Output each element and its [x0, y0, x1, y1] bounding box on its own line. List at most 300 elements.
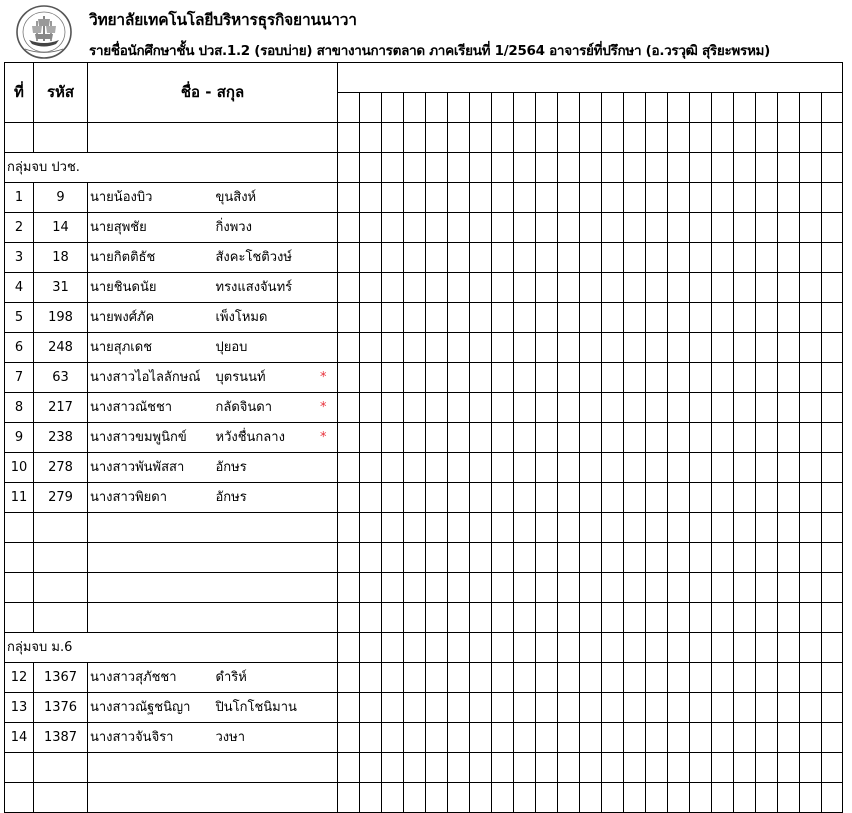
attendance-cell: [712, 693, 734, 723]
attendance-cell: [646, 183, 668, 213]
student-first-name: นางสาวณัชชา: [88, 393, 215, 423]
attendance-cell: [690, 783, 712, 813]
attendance-cell: [756, 423, 778, 453]
attendance-cell: [514, 303, 536, 333]
attendance-cell: [338, 153, 360, 183]
empty-cell: [5, 123, 34, 153]
attendance-cell: [668, 243, 690, 273]
attendance-cell: [624, 663, 646, 693]
student-last-name: วงษา: [215, 723, 310, 753]
attendance-cell: [690, 543, 712, 573]
student-mark: [310, 333, 338, 363]
student-last-name: บุตรนนท์: [215, 363, 310, 393]
attendance-cell: [558, 573, 580, 603]
attendance-cell: [602, 213, 624, 243]
attendance-cell: [712, 333, 734, 363]
attendance-cell: [602, 573, 624, 603]
attendance-cell: [382, 243, 404, 273]
attendance-cell: [800, 483, 822, 513]
attendance-cell: [602, 663, 624, 693]
attendance-cell: [382, 723, 404, 753]
attendance-cell: [712, 363, 734, 393]
attendance-cell: [558, 273, 580, 303]
attendance-cell: [470, 603, 492, 633]
attendance-cell: [822, 213, 843, 243]
student-number: 5: [5, 303, 34, 333]
attendance-cell: [514, 423, 536, 453]
attendance-cell: [580, 633, 602, 663]
attendance-cell: [646, 393, 668, 423]
attendance-cell: [492, 243, 514, 273]
attendance-cell: [646, 573, 668, 603]
empty-row: [5, 573, 843, 603]
attendance-cell: [646, 603, 668, 633]
attendance-cell: [492, 543, 514, 573]
attendance-cell: [712, 93, 734, 123]
attendance-cell: [668, 453, 690, 483]
attendance-cell: [338, 183, 360, 213]
attendance-cell: [646, 483, 668, 513]
attendance-cell: [800, 723, 822, 753]
attendance-cell: [756, 393, 778, 423]
student-last-name: ปินโกโชนิมาน: [215, 693, 310, 723]
attendance-cell: [602, 513, 624, 543]
attendance-cell: [426, 783, 448, 813]
attendance-cell: [602, 543, 624, 573]
student-number: 13: [5, 693, 34, 723]
attendance-cell: [734, 123, 756, 153]
student-row: [5, 663, 843, 693]
attendance-cell: [734, 153, 756, 183]
attendance-cell: [382, 303, 404, 333]
attendance-cell: [756, 453, 778, 483]
attendance-cell: [360, 453, 382, 483]
attendance-cell: [558, 363, 580, 393]
attendance-cell: [536, 273, 558, 303]
attendance-cell: [448, 453, 470, 483]
attendance-cell: [382, 213, 404, 243]
attendance-cell: [756, 483, 778, 513]
attendance-cell: [338, 423, 360, 453]
attendance-cell: [800, 753, 822, 783]
attendance-cell: [404, 393, 426, 423]
attendance-cell: [602, 483, 624, 513]
attendance-cell: [514, 393, 536, 423]
attendance-cell: [382, 423, 404, 453]
student-number: 9: [5, 423, 34, 453]
attendance-cell: [404, 273, 426, 303]
attendance-cell: [536, 483, 558, 513]
attendance-cell: [734, 333, 756, 363]
attendance-cell: [580, 123, 602, 153]
attendance-cell: [668, 303, 690, 333]
attendance-cell: [382, 543, 404, 573]
attendance-cell: [426, 663, 448, 693]
attendance-cell: [492, 333, 514, 363]
attendance-cell: [624, 153, 646, 183]
attendance-cell: [624, 93, 646, 123]
attendance-cell: [514, 633, 536, 663]
attendance-cell: [448, 363, 470, 393]
attendance-cell: [536, 423, 558, 453]
attendance-cell: [690, 393, 712, 423]
attendance-cell: [338, 123, 360, 153]
attendance-cell: [448, 543, 470, 573]
attendance-cell: [492, 573, 514, 603]
student-roster-table: [4, 62, 843, 813]
attendance-cell: [668, 723, 690, 753]
attendance-cell: [602, 153, 624, 183]
student-row: [5, 423, 843, 453]
attendance-cell: [778, 573, 800, 603]
attendance-cell: [360, 483, 382, 513]
attendance-cell: [800, 183, 822, 213]
attendance-cell: [558, 723, 580, 753]
attendance-cell: [712, 543, 734, 573]
student-mark: [310, 663, 338, 693]
attendance-cell: [822, 783, 843, 813]
attendance-cell: [382, 783, 404, 813]
attendance-cell: [558, 333, 580, 363]
student-mark: [310, 723, 338, 753]
attendance-cell: [536, 363, 558, 393]
attendance-cell: [448, 633, 470, 663]
attendance-cell: [404, 453, 426, 483]
attendance-cell: [382, 123, 404, 153]
student-id: 63: [34, 363, 88, 393]
attendance-cell: [470, 423, 492, 453]
attendance-cell: [800, 93, 822, 123]
attendance-cell: [602, 363, 624, 393]
student-mark: *: [310, 423, 338, 453]
attendance-cell: [382, 663, 404, 693]
attendance-cell: [338, 483, 360, 513]
attendance-cell: [822, 543, 843, 573]
student-first-name: นางสาวไอไลลักษณ์: [88, 363, 215, 393]
attendance-cell: [360, 213, 382, 243]
attendance-cell: [360, 723, 382, 753]
attendance-cell: [712, 153, 734, 183]
attendance-cell: [404, 303, 426, 333]
attendance-cell: [382, 93, 404, 123]
attendance-cell: [558, 633, 580, 663]
attendance-cell: [712, 513, 734, 543]
attendance-cell: [492, 393, 514, 423]
student-last-name: เพ็งโหมด: [215, 303, 310, 333]
attendance-cell: [492, 663, 514, 693]
attendance-cell: [800, 633, 822, 663]
attendance-cell: [558, 213, 580, 243]
student-mark: [310, 483, 338, 513]
attendance-cell: [668, 543, 690, 573]
attendance-cell: [668, 93, 690, 123]
attendance-cell: [712, 483, 734, 513]
attendance-cell: [470, 513, 492, 543]
attendance-cell: [448, 663, 470, 693]
attendance-cell: [734, 363, 756, 393]
attendance-cell: [426, 303, 448, 333]
attendance-cell: [514, 603, 536, 633]
student-last-name: ดำริห์: [215, 663, 310, 693]
attendance-cell: [778, 183, 800, 213]
attendance-cell: [690, 333, 712, 363]
attendance-cell: [734, 573, 756, 603]
attendance-cell: [558, 693, 580, 723]
column-header-full-name: ชื่อ - สกุล: [88, 63, 338, 123]
attendance-cell: [360, 93, 382, 123]
attendance-cell: [624, 273, 646, 303]
attendance-cell: [514, 543, 536, 573]
attendance-cell: [492, 93, 514, 123]
attendance-cell: [712, 663, 734, 693]
attendance-cell: [668, 333, 690, 363]
attendance-cell: [734, 273, 756, 303]
empty-cell: [34, 123, 88, 153]
attendance-cell: [404, 333, 426, 363]
attendance-cell: [426, 633, 448, 663]
attendance-cell: [426, 453, 448, 483]
attendance-cell: [800, 153, 822, 183]
attendance-cell: [734, 543, 756, 573]
attendance-cell: [426, 513, 448, 543]
attendance-cell: [338, 603, 360, 633]
attendance-cell: [404, 213, 426, 243]
attendance-cell: [624, 183, 646, 213]
attendance-cell: [646, 273, 668, 303]
attendance-cell: [756, 243, 778, 273]
attendance-cell: [712, 453, 734, 483]
attendance-cell: [448, 603, 470, 633]
attendance-cell: [404, 93, 426, 123]
student-number: 3: [5, 243, 34, 273]
student-id: 9: [34, 183, 88, 213]
empty-cell: [5, 543, 34, 573]
student-row: [5, 363, 843, 393]
attendance-cell: [536, 93, 558, 123]
attendance-cell: [448, 753, 470, 783]
attendance-cell: [668, 603, 690, 633]
attendance-cell: [426, 333, 448, 363]
attendance-cell: [690, 663, 712, 693]
attendance-cell: [822, 93, 843, 123]
attendance-cell: [734, 93, 756, 123]
attendance-cell: [646, 363, 668, 393]
attendance-cell: [800, 333, 822, 363]
attendance-cell: [382, 153, 404, 183]
student-row: [5, 453, 843, 483]
attendance-cell: [580, 243, 602, 273]
student-number: 11: [5, 483, 34, 513]
attendance-cell: [800, 783, 822, 813]
attendance-cell: [360, 603, 382, 633]
attendance-cell: [646, 93, 668, 123]
student-first-name: นายสุพชัย: [88, 213, 215, 243]
attendance-cell: [360, 393, 382, 423]
attendance-cell: [360, 783, 382, 813]
attendance-cell: [646, 153, 668, 183]
attendance-cell: [360, 303, 382, 333]
attendance-cell: [646, 783, 668, 813]
attendance-cell: [778, 363, 800, 393]
attendance-cell: [822, 603, 843, 633]
student-mark: [310, 303, 338, 333]
attendance-cell: [712, 633, 734, 663]
empty-cell: [88, 123, 338, 153]
attendance-cell: [492, 783, 514, 813]
attendance-cell: [448, 573, 470, 603]
attendance-cell: [712, 573, 734, 603]
attendance-cell: [624, 393, 646, 423]
attendance-cell: [514, 453, 536, 483]
student-last-name: อักษร: [215, 453, 310, 483]
attendance-cell: [382, 183, 404, 213]
attendance-cell: [536, 693, 558, 723]
attendance-cell: [822, 723, 843, 753]
attendance-cell: [822, 453, 843, 483]
group-heading: กลุ่มจบ ม.6: [5, 633, 338, 663]
attendance-cell: [778, 633, 800, 663]
attendance-cell: [580, 93, 602, 123]
empty-cell: [5, 783, 34, 813]
attendance-cell: [470, 153, 492, 183]
attendance-cell: [756, 543, 778, 573]
empty-cell: [88, 513, 338, 543]
empty-cell: [88, 603, 338, 633]
attendance-cell: [756, 693, 778, 723]
attendance-cell: [646, 723, 668, 753]
attendance-cell: [756, 753, 778, 783]
document-header: [0, 0, 852, 63]
attendance-cell: [734, 243, 756, 273]
empty-cell: [88, 753, 338, 783]
attendance-cell: [624, 363, 646, 393]
attendance-cell: [382, 573, 404, 603]
attendance-cell: [558, 483, 580, 513]
attendance-cell: [426, 213, 448, 243]
attendance-cell: [602, 693, 624, 723]
attendance-cell: [514, 153, 536, 183]
attendance-cell: [624, 243, 646, 273]
attendance-cell: [756, 603, 778, 633]
attendance-cell: [536, 123, 558, 153]
attendance-cell: [360, 333, 382, 363]
attendance-cell: [668, 153, 690, 183]
attendance-cell: [646, 423, 668, 453]
attendance-cell: [338, 273, 360, 303]
empty-cell: [88, 783, 338, 813]
attendance-cell: [712, 123, 734, 153]
attendance-cell: [800, 363, 822, 393]
attendance-cell: [514, 723, 536, 753]
attendance-cell: [778, 543, 800, 573]
attendance-cell: [470, 573, 492, 603]
attendance-cell: [580, 213, 602, 243]
student-id: 14: [34, 213, 88, 243]
attendance-cell: [778, 333, 800, 363]
student-mark: [310, 183, 338, 213]
attendance-cell: [492, 213, 514, 243]
student-last-name: สังคะโชติวงษ์: [215, 243, 310, 273]
student-first-name: นายสุภเดช: [88, 333, 215, 363]
attendance-cell: [536, 573, 558, 603]
attendance-cell: [646, 123, 668, 153]
attendance-cell: [712, 213, 734, 243]
attendance-cell: [624, 603, 646, 633]
attendance-cell: [514, 93, 536, 123]
attendance-cell: [756, 633, 778, 663]
attendance-cell: [646, 663, 668, 693]
attendance-cell: [690, 243, 712, 273]
attendance-cell: [668, 123, 690, 153]
attendance-cell: [360, 273, 382, 303]
attendance-cell: [668, 393, 690, 423]
attendance-cell: [404, 153, 426, 183]
student-last-name: ปุยอบ: [215, 333, 310, 363]
attendance-cell: [690, 603, 712, 633]
attendance-cell: [756, 363, 778, 393]
empty-cell: [34, 543, 88, 573]
attendance-cell: [800, 453, 822, 483]
attendance-cell: [426, 723, 448, 753]
attendance-cell: [778, 483, 800, 513]
attendance-cell: [404, 633, 426, 663]
attendance-cell: [404, 663, 426, 693]
attendance-cell: [624, 753, 646, 783]
attendance-cell: [426, 573, 448, 603]
attendance-cell: [602, 183, 624, 213]
attendance-cell: [558, 513, 580, 543]
attendance-cell: [800, 663, 822, 693]
attendance-cell: [426, 153, 448, 183]
attendance-cell: [800, 603, 822, 633]
attendance-cell: [382, 273, 404, 303]
attendance-cell: [712, 723, 734, 753]
attendance-cell: [668, 423, 690, 453]
student-row: [5, 303, 843, 333]
attendance-cell: [360, 243, 382, 273]
header-row: [5, 63, 843, 93]
attendance-cell: [778, 153, 800, 183]
attendance-cell: [448, 783, 470, 813]
attendance-cell: [712, 303, 734, 333]
attendance-cell: [404, 183, 426, 213]
attendance-cell: [426, 753, 448, 783]
attendance-cell: [492, 753, 514, 783]
attendance-cell: [712, 753, 734, 783]
empty-row: [5, 513, 843, 543]
student-last-name: ขุนสิงห์: [215, 183, 310, 213]
attendance-cell: [690, 453, 712, 483]
attendance-cell: [492, 633, 514, 663]
student-last-name: กิ่งพวง: [215, 213, 310, 243]
attendance-cell: [558, 393, 580, 423]
attendance-cell: [734, 723, 756, 753]
attendance-cell: [360, 573, 382, 603]
student-first-name: นายกิตติธัช: [88, 243, 215, 273]
attendance-cell: [404, 363, 426, 393]
attendance-cell: [580, 153, 602, 183]
attendance-cell: [690, 513, 712, 543]
attendance-cell: [580, 513, 602, 543]
attendance-cell: [448, 303, 470, 333]
attendance-cell: [734, 633, 756, 663]
attendance-cell: [778, 603, 800, 633]
attendance-cell: [734, 423, 756, 453]
student-row: [5, 483, 843, 513]
attendance-cell: [646, 213, 668, 243]
attendance-cell: [536, 153, 558, 183]
attendance-cell: [778, 393, 800, 423]
